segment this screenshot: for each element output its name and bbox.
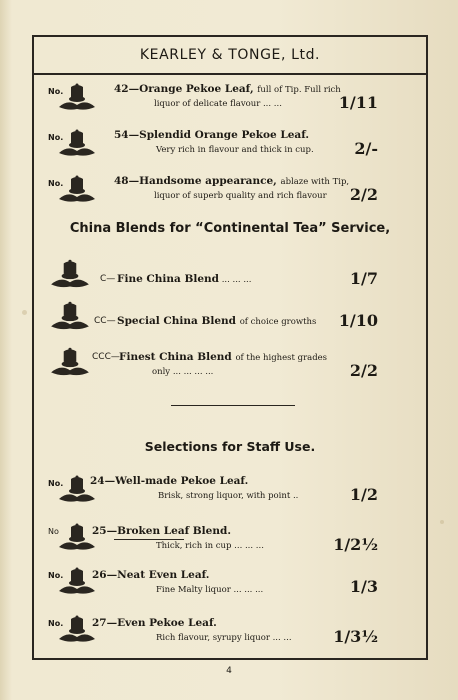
item-description: Brisk, strong liquor, with point .. — [158, 491, 299, 501]
item-description: Thick, rich in cup ... ... ... — [156, 541, 264, 551]
crown-crest-icon — [56, 175, 98, 207]
item-no-label: No. — [48, 179, 64, 188]
page-number: 4 — [226, 666, 232, 676]
tea-item-25 — [34, 519, 426, 559]
item-name: 42—Orange Pekoe Leaf, full of Tip. Full rich — [114, 83, 341, 95]
item-no-label: No. — [48, 619, 64, 628]
item-no-label: No. — [48, 133, 64, 142]
item-price: 1/11 — [338, 93, 378, 112]
item-description: Fine Malty liquor ... ... ... — [156, 585, 264, 595]
tea-item-27 — [34, 611, 426, 651]
item-name: 54—Splendid Orange Pekoe Leaf. — [114, 129, 310, 141]
item-no-label: No. — [48, 87, 64, 96]
page-header: KEARLEY & TONGE, Ltd. — [34, 37, 426, 75]
crown-crest-icon — [48, 301, 92, 335]
item-price: 2/- — [354, 139, 378, 158]
item-price: 1/7 — [349, 269, 378, 288]
blend-code: CC— — [94, 316, 116, 326]
item-description: Rich flavour, syrupy liquor ... ... — [156, 633, 292, 643]
china-blend-ccc — [34, 343, 426, 385]
item-name: 25—Broken Leaf Blend. — [92, 525, 231, 537]
tea-item-48 — [34, 173, 426, 211]
crown-crest-icon — [56, 83, 98, 115]
crown-crest-icon — [48, 347, 92, 381]
item-name: 48—Handsome appearance, ablaze with Tip, — [114, 175, 350, 187]
tea-item-42 — [34, 81, 426, 119]
item-name: 26—Neat Even Leaf. — [92, 569, 210, 581]
tea-item-26 — [34, 565, 426, 603]
paper-spot — [440, 520, 444, 524]
item-description: Very rich in flavour and thick in cup. — [156, 145, 314, 155]
item-no-label: No. — [48, 479, 64, 488]
tea-item-24 — [34, 473, 426, 511]
blend-code: C— — [100, 274, 116, 284]
section-title-staff-use: Selections for Staff Use. — [144, 439, 316, 454]
price-list-frame — [32, 35, 428, 660]
item-description: liquor of superb quality and rich flavour — [154, 191, 327, 201]
china-blend-c — [34, 257, 426, 295]
item-name: 27—Even Pekoe Leaf. — [92, 617, 217, 629]
tea-item-54 — [34, 127, 426, 165]
item-price: 1/2½ — [333, 535, 378, 554]
item-description: liquor of delicate flavour ... ... — [154, 99, 282, 109]
item-no-label: No. — [48, 571, 64, 580]
china-blend-cc — [34, 299, 426, 337]
item-price: 2/2 — [349, 185, 378, 204]
item-name: Fine China Blend ... ... ... — [117, 273, 252, 285]
item-price: 1/10 — [338, 311, 378, 330]
item-price: 1/3 — [349, 577, 378, 596]
paper-spot — [22, 310, 27, 315]
name-underline — [114, 539, 184, 540]
item-name: Special China Blend of choice growths — [117, 315, 317, 327]
item-name: 24—Well-made Pekoe Leaf. — [90, 475, 249, 487]
item-price: 1/2 — [349, 485, 378, 504]
item-description: only ... ... ... ... — [152, 367, 214, 377]
item-price: 1/3½ — [333, 627, 378, 646]
item-no-label: No — [48, 527, 59, 536]
section-divider — [171, 405, 295, 406]
crown-crest-icon — [48, 259, 92, 293]
crown-crest-icon — [56, 129, 98, 161]
item-name: Finest China Blend of the highest grades — [119, 351, 328, 363]
blend-code: CCC— — [92, 352, 120, 362]
section-title-china-blends: China Blends for “Continental Tea” Service, — [69, 221, 391, 236]
item-price: 2/2 — [349, 361, 378, 380]
